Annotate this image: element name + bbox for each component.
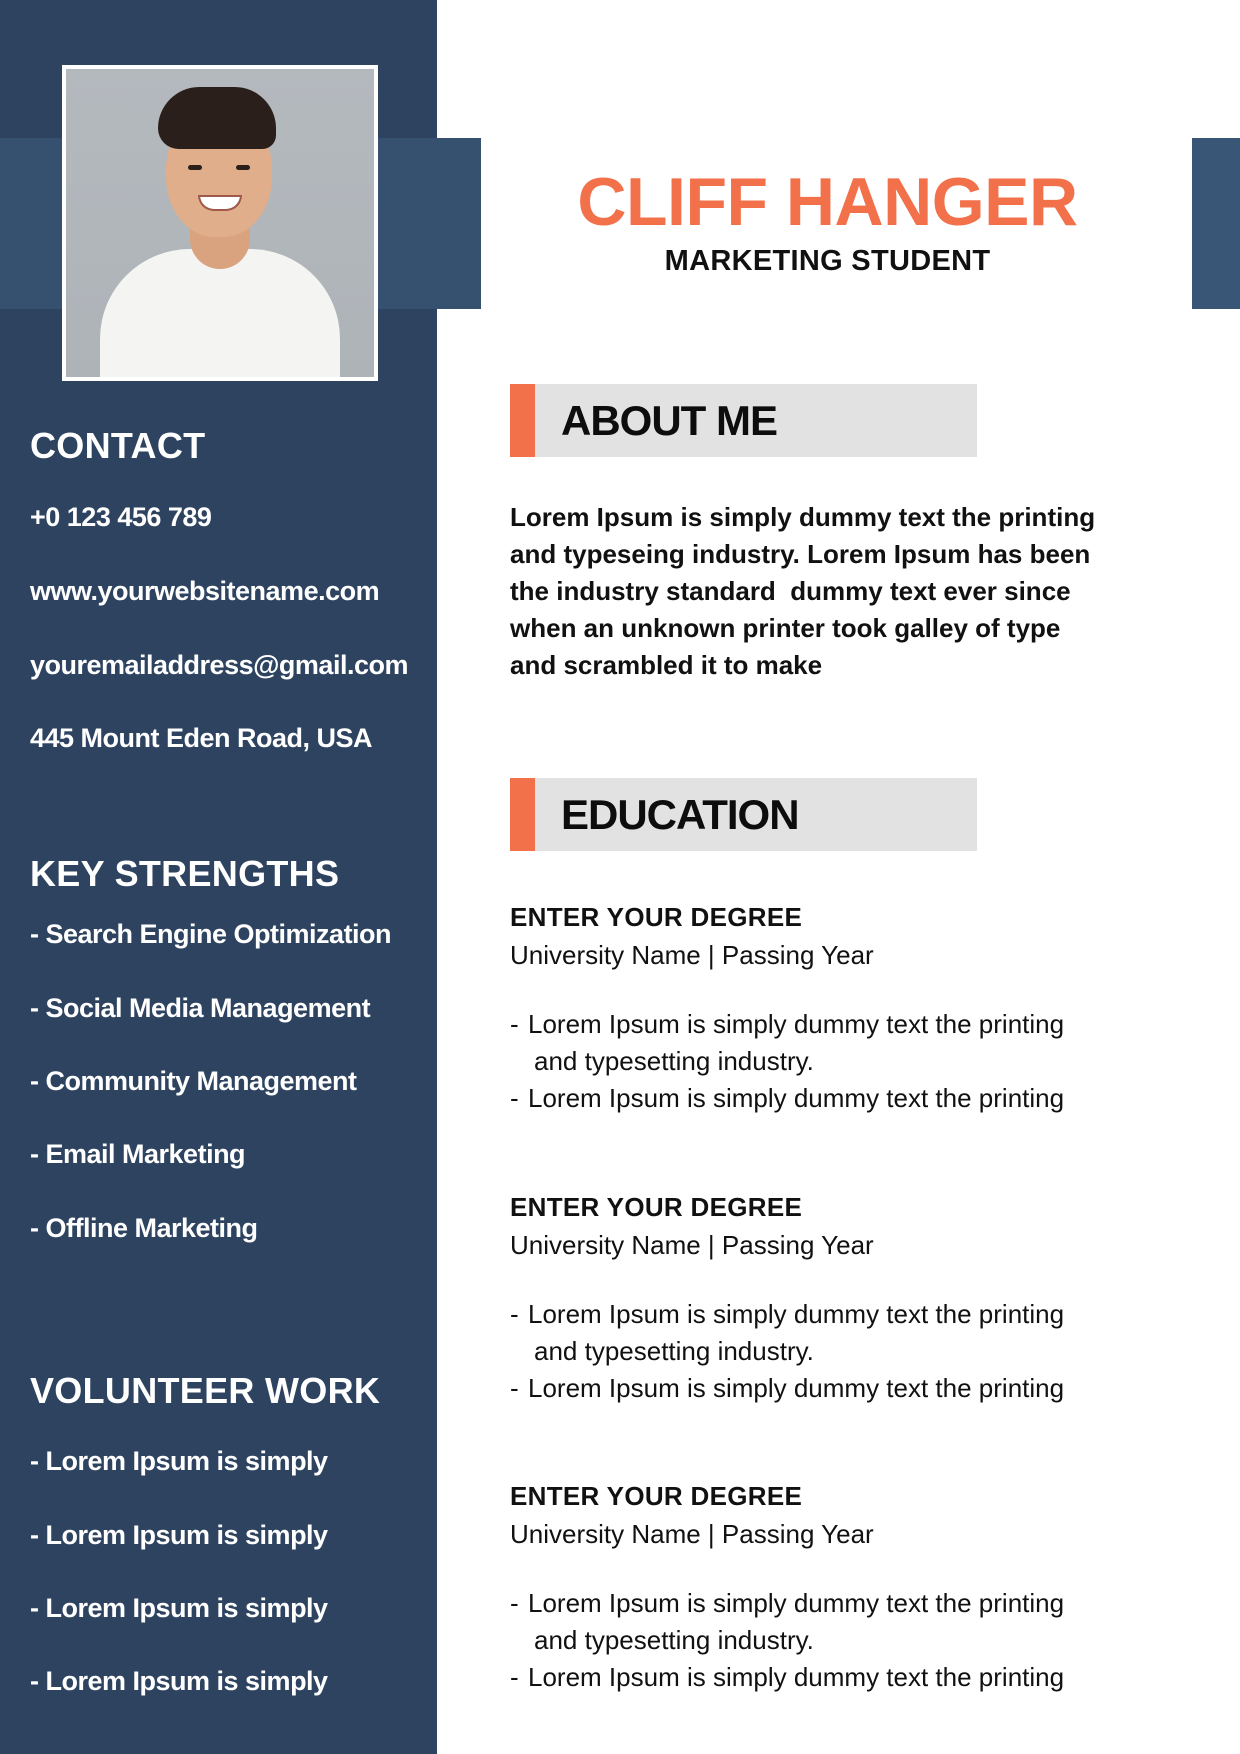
education-bullets — [510, 1006, 1200, 1117]
volunteer-heading: VOLUNTEER WORK — [30, 1370, 381, 1411]
about-line: and typeseing industry. Lorem Ipsum has been — [510, 539, 1091, 569]
bullet-text: Lorem Ipsum is simply dummy text the printing — [528, 1662, 1065, 1692]
contact-website[interactable]: www.yourwebsitename.com — [30, 576, 380, 606]
about-line: and scrambled it to make — [510, 650, 823, 680]
education-bullets — [510, 1585, 1200, 1696]
bullet-text: Lorem Ipsum is simply dummy text the printing — [528, 1009, 1065, 1039]
strength-item: - Community Management — [30, 1066, 357, 1096]
contact-heading: CONTACT — [30, 425, 206, 466]
about-section-header — [510, 384, 977, 457]
bullet-dash: - — [510, 1373, 519, 1403]
candidate-role: MARKETING STUDENT — [664, 245, 991, 277]
education-bullet — [510, 1659, 1200, 1696]
education-entry — [510, 1483, 1200, 1696]
volunteer-item: - Lorem Ipsum is simply — [30, 1593, 328, 1623]
about-line: when an unknown printer took galley of type — [510, 613, 1061, 643]
volunteer-item: - Lorem Ipsum is simply — [30, 1446, 328, 1476]
education-bullet — [510, 1585, 1200, 1659]
degree-title: ENTER YOUR DEGREE — [510, 1481, 803, 1511]
education-heading: EDUCATION — [561, 790, 799, 838]
education-bullet — [510, 1296, 1200, 1370]
bullet-text-continued: and typesetting industry. — [534, 1625, 814, 1655]
volunteer-item: - Lorem Ipsum is simply — [30, 1520, 328, 1550]
education-section-header — [510, 778, 977, 851]
university-line: University Name | Passing Year — [510, 940, 874, 970]
section-accent-bar — [510, 384, 535, 457]
bullet-text: Lorem Ipsum is simply dummy text the printing — [528, 1373, 1065, 1403]
candidate-name: CLIFF HANGER — [577, 164, 1078, 240]
strength-item: - Social Media Management — [30, 993, 371, 1023]
bullet-dash: - — [510, 1662, 519, 1692]
bullet-dash: - — [510, 1083, 519, 1113]
education-bullet — [510, 1370, 1200, 1407]
about-line: the industry standard dummy text ever since — [510, 576, 1071, 606]
profile-photo — [66, 69, 374, 377]
bullet-text: Lorem Ipsum is simply dummy text the printing — [528, 1083, 1065, 1113]
bullet-text-continued: and typesetting industry. — [534, 1336, 814, 1366]
strength-item: - Offline Marketing — [30, 1213, 258, 1243]
university-line: University Name | Passing Year — [510, 1519, 874, 1549]
bullet-dash: - — [510, 1299, 519, 1329]
strength-item: - Search Engine Optimization — [30, 919, 392, 949]
bullet-dash: - — [510, 1009, 519, 1039]
volunteer-item: - Lorem Ipsum is simply — [30, 1666, 328, 1696]
degree-title: ENTER YOUR DEGREE — [510, 1192, 803, 1222]
bullet-text: Lorem Ipsum is simply dummy text the printing — [528, 1299, 1065, 1329]
bullet-text-continued: and typesetting industry. — [534, 1046, 814, 1076]
photo-eye-shape — [236, 165, 250, 170]
profile-photo-frame — [62, 65, 378, 381]
contact-email[interactable]: youremailaddress@gmail.com — [30, 650, 408, 680]
about-paragraph — [510, 499, 1200, 684]
photo-hair-shape — [158, 87, 276, 149]
contact-phone: +0 123 456 789 — [30, 502, 212, 532]
education-bullet — [510, 1080, 1200, 1117]
education-entry — [510, 1194, 1200, 1407]
about-heading: ABOUT ME — [561, 396, 777, 444]
key-strengths-heading: KEY STRENGTHS — [30, 853, 340, 894]
bullet-dash: - — [510, 1588, 519, 1618]
section-accent-bar — [510, 778, 535, 851]
education-bullets — [510, 1296, 1200, 1407]
photo-eye-shape — [188, 165, 202, 170]
contact-address: 445 Mount Eden Road, USA — [30, 723, 373, 753]
strength-item: - Email Marketing — [30, 1139, 246, 1169]
education-entry — [510, 904, 1200, 1117]
university-line: University Name | Passing Year — [510, 1230, 874, 1260]
about-line: Lorem Ipsum is simply dummy text the printing — [510, 502, 1096, 532]
decorative-band-right — [1192, 138, 1240, 309]
education-bullet — [510, 1006, 1200, 1080]
bullet-text: Lorem Ipsum is simply dummy text the printing — [528, 1588, 1065, 1618]
degree-title: ENTER YOUR DEGREE — [510, 902, 803, 932]
